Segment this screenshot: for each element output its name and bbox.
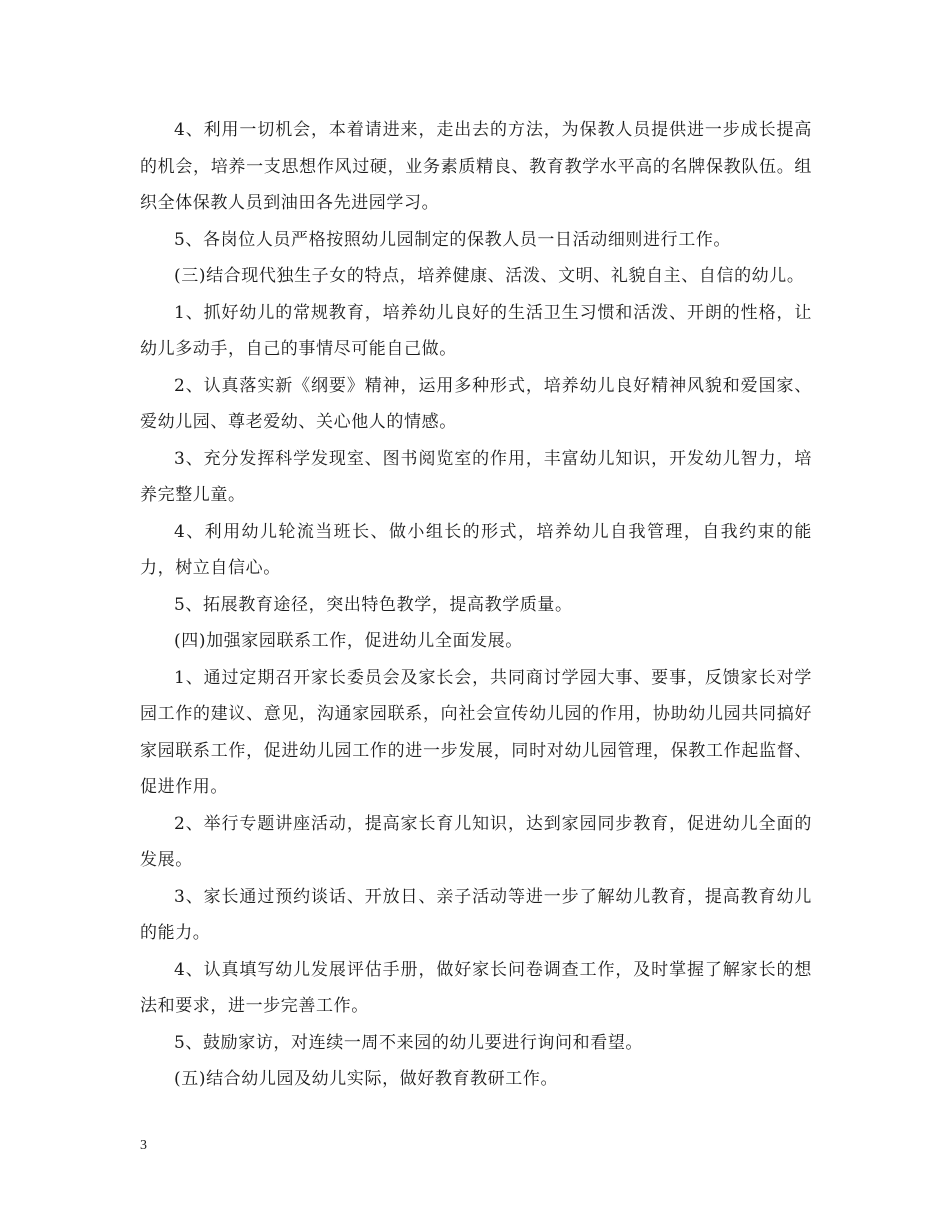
paragraph: 4、利用幼儿轮流当班长、做小组长的形式，培养幼儿自我管理，自我约束的能力，树立自信心。	[140, 521, 812, 578]
paragraph: 4、认真填写幼儿发展评估手册，做好家长问卷调查工作，及时掌握了解家长的想法和要求，进一步完善工作。	[140, 959, 812, 1016]
section-heading: (五)结合幼儿园及幼儿实际，做好教育教研工作。	[174, 1069, 559, 1089]
paragraph: 4、利用一切机会，本着请进来，走出去的方法，为保教人员提供进一步成长提高的机会，培养一支思想作风过硬，业务素质精良、教育教学水平高的名牌保教队伍。组织全体保教人员到油田各先进园学习。	[140, 120, 812, 213]
paragraph: 1、通过定期召开家长委员会及家长会，共同商讨学园大事、要事，反馈家长对学园工作的建议、意见，沟通家园联系，向社会宣传幼儿园的作用，协助幼儿园共同搞好家园联系工作，促进幼儿园工作的进一步发展，同时对幼儿园管理，保教工作起监督、促进作用。	[140, 667, 812, 797]
paragraph: 3、家长通过预约谈话、开放日、亲子活动等进一步了解幼儿教育，提高教育幼儿的能力。	[140, 886, 812, 943]
paragraph: 5、鼓励家访，对连续一周不来园的幼儿要进行询问和看望。	[174, 1032, 644, 1053]
section-heading: (三)结合现代独生子女的特点，培养健康、活泼、文明、礼貌自主、自信的幼儿。	[174, 266, 805, 286]
paragraph: 1、抓好幼儿的常规教育，培养幼儿良好的生活卫生习惯和活泼、开朗的性格，让幼儿多动手，自己的事情尽可能自己做。	[140, 302, 812, 359]
page-number: 3	[140, 1138, 147, 1153]
paragraph: 3、充分发挥科学发现室、图书阅览室的作用，丰富幼儿知识，开发幼儿智力，培养完整儿童。	[140, 448, 812, 505]
paragraph: 5、各岗位人员严格按照幼儿园制定的保教人员一日活动细则进行工作。	[174, 229, 732, 250]
paragraph: 5、拓展教育途径，突出特色教学，提高教学质量。	[174, 594, 573, 615]
paragraph: 2、举行专题讲座活动，提高家长育儿知识，达到家园同步教育，促进幼儿全面的发展。	[140, 813, 812, 870]
document-body	[140, 112, 812, 1098]
paragraph: 2、认真落实新《纲要》精神，运用多种形式，培养幼儿良好精神风貌和爱国家、爱幼儿园、尊老爱幼、关心他人的情感。	[140, 375, 812, 432]
section-heading: (四)加强家园联系工作，促进幼儿全面发展。	[174, 631, 523, 651]
